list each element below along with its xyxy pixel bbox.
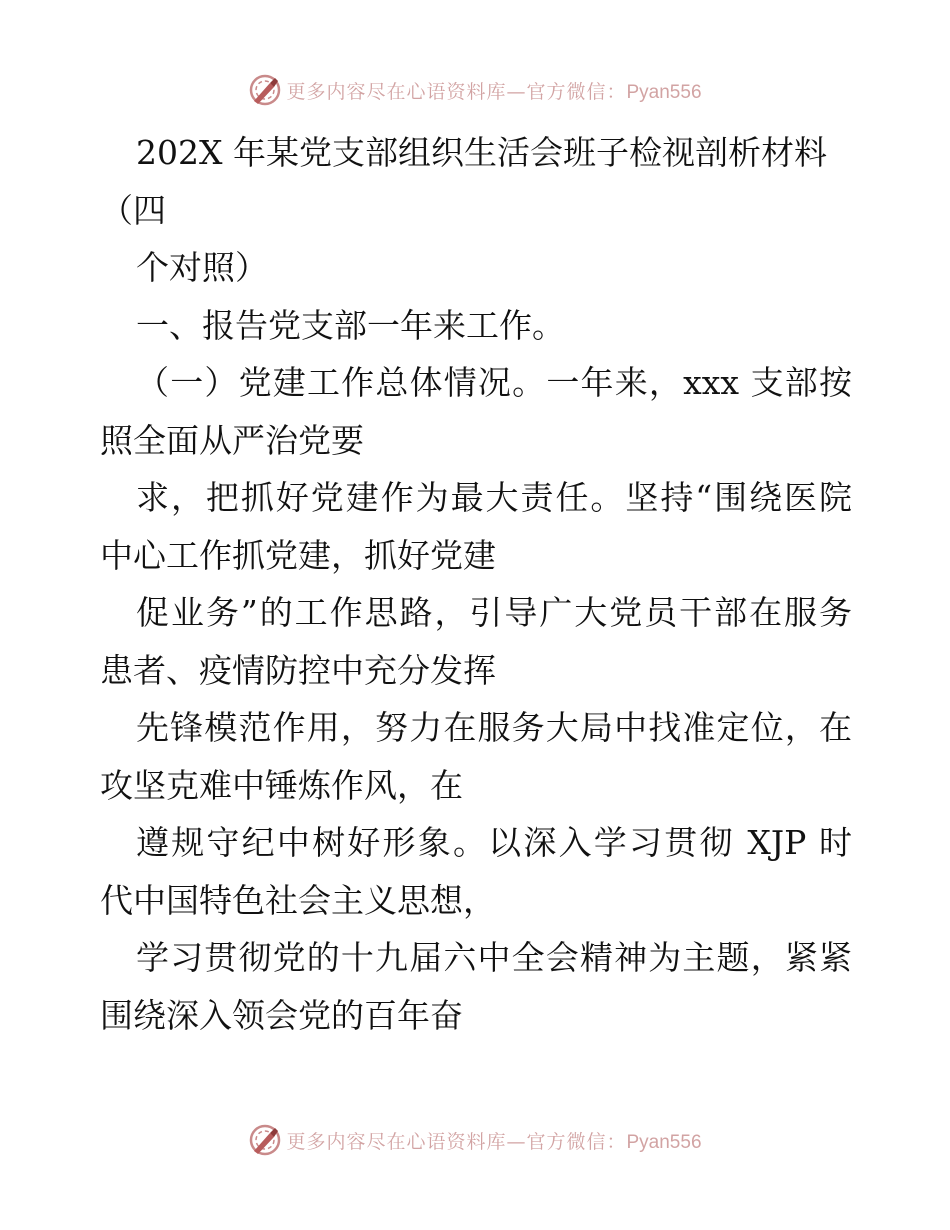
paragraph-line: （一）党建工作总体情况。一年来，xxx 支部按 [136,363,852,402]
header-watermark [0,68,950,112]
pen-logo-icon [248,73,282,107]
paragraph-line: 照全面从严治党要 [100,420,364,460]
title-line-3: 个对照） [136,248,268,287]
paragraph-line: 攻坚克难中锤炼作风，在 [100,765,463,805]
paragraph-line: 遵规守纪中树好形象。以深入学习贯彻 XJP 时 [136,823,852,862]
paragraph-line: 中心工作抓党建，抓好党建 [100,535,496,575]
paragraph-line: 围绕深入领会党的百年奋 [100,995,463,1035]
footer-watermark [0,1118,950,1162]
title-line-2: （四 [100,190,166,230]
watermark-text: 更多内容尽在心语资料库—官方微信： [286,80,627,103]
watermark-id: Pyan556 [626,81,702,103]
section-heading: 一、报告党支部一年来工作。 [136,305,565,345]
paragraph-line: 先锋模范作用，努力在服务大局中找准定位，在 [136,708,852,747]
watermark-id: Pyan556 [626,1131,702,1153]
paragraph-line: 代中国特色社会主义思想， [100,880,496,920]
paragraph-line: 促业务”的工作思路，引导广大党员干部在服务 [136,593,852,632]
title-line-1: 202X 年某党支部组织生活会班子检视剖析材料 [136,133,827,172]
paragraph-line: 学习贯彻党的十九届六中全会精神为主题，紧紧 [136,938,852,977]
pen-logo-icon [248,1123,282,1157]
paragraph-line: 患者、疫情防控中充分发挥 [100,650,496,690]
document-body [100,124,852,1044]
watermark-text: 更多内容尽在心语资料库—官方微信： [286,1130,627,1153]
paragraph-line: 求，把抓好党建作为最大责任。坚持“围绕医院 [136,478,852,517]
